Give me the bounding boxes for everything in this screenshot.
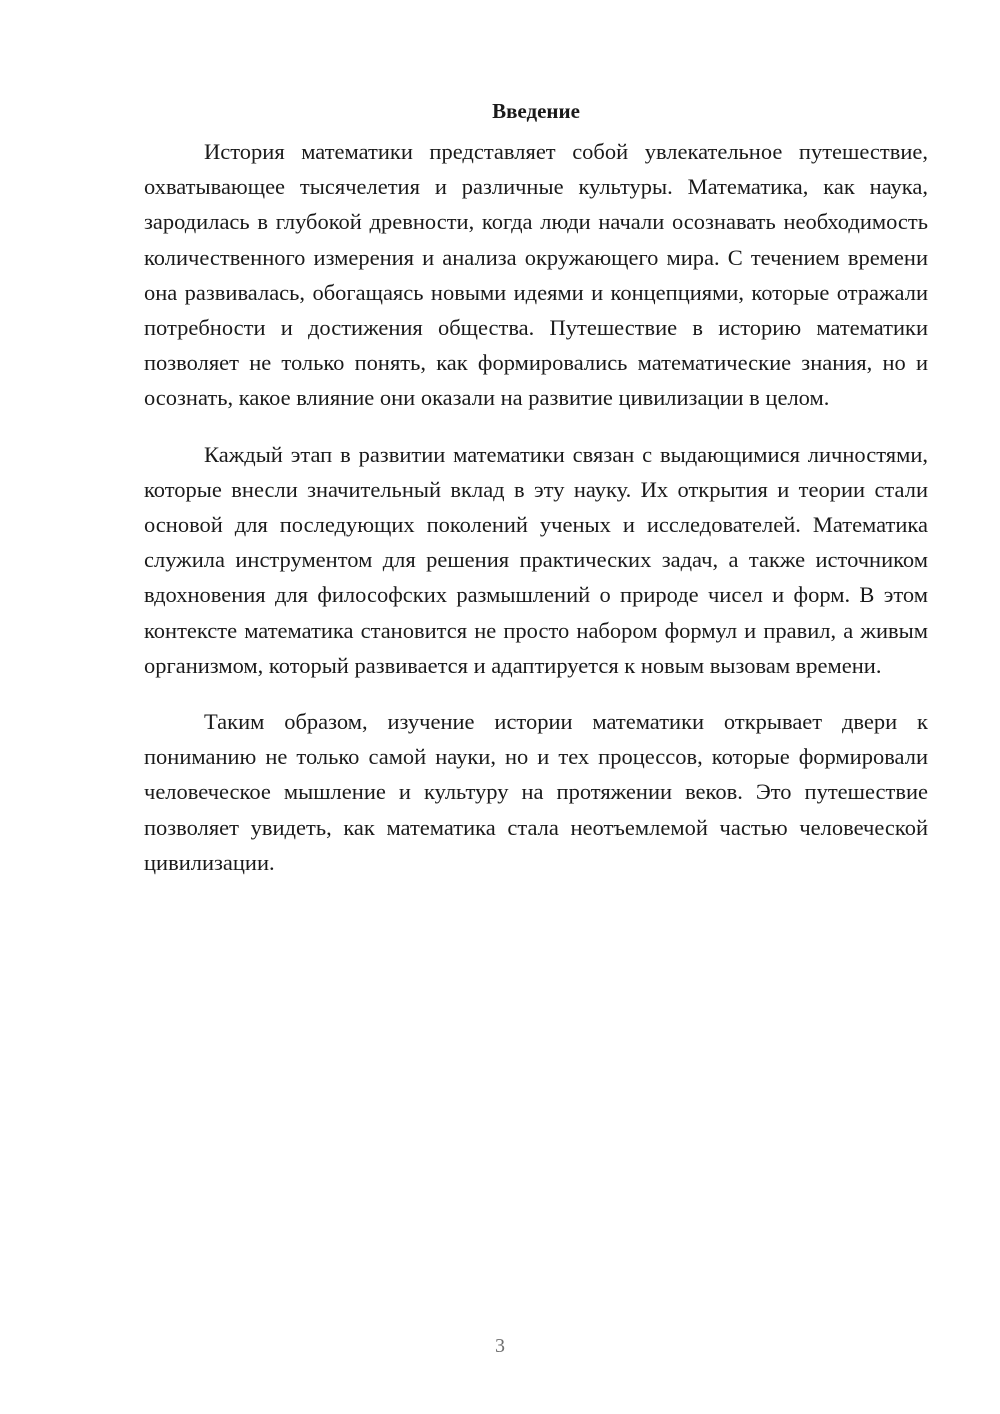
page-number: 3: [495, 1335, 505, 1357]
section-heading: Введение: [492, 99, 580, 123]
paragraph-3: Таким образом, изучение истории математики открывает двери к пониманию не только самой науки, но и тех процессов, которые формировали человеческое мышление и культуру на протяжении веков. Это путешествие позволяет увидеть, как математика стала неотъемлемой частью человеческой цивилизации.: [144, 709, 928, 875]
paragraph-1: История математики представляет собой увлекательное путешествие, охватывающее тысячелетия и различные культуры. Математика, как наука, зародилась в глубокой древности, когда люди начали осознавать необходимость количественного измерения и анализа окружающего мира. С течением времени она развивалась, обогащаясь новыми идеями и концепциями, которые отражали потребности и достижения общества. Путешествие в историю математики позволяет не только понять, как формировались математические знания, но и осознать, какое влияние они оказали на развитие цивилизации в целом.: [144, 139, 928, 411]
page-content: [144, 96, 928, 880]
paragraph-2: Каждый этап в развитии математики связан с выдающимися личностями, которые внесли значительный вклад в эту науку. Их открытия и теории стали основой для последующих поколений ученых и исследователей. Математика служила инструментом для решения практических задач, а также источником вдохновения для философских размышлений о природе чисел и форм. В этом контексте математика становится не просто набором формул и правил, а живым организмом, который развивается и адаптируется к новым вызовам времени.: [144, 441, 928, 678]
